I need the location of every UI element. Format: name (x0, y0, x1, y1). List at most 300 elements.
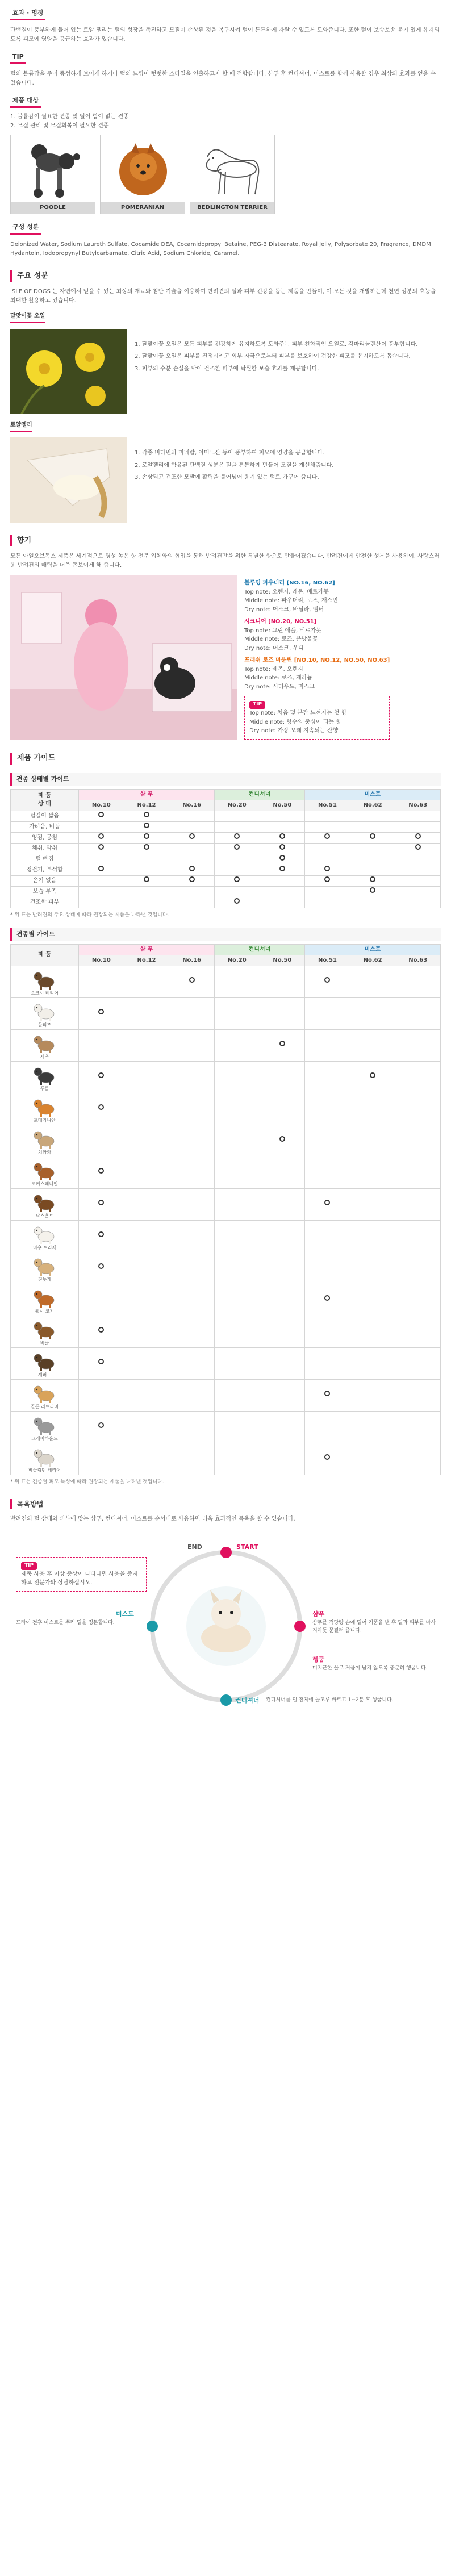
mark-cell (124, 1316, 169, 1347)
mark-cell (79, 1157, 124, 1188)
breed-name: 그레이하운드 (31, 1435, 58, 1441)
mark-cell (395, 811, 441, 821)
breed-name: 요크셔 테리어 (31, 990, 59, 996)
breed-cell (11, 966, 79, 997)
mark-cell (214, 1252, 260, 1284)
breed-name: 비글 (40, 1340, 49, 1346)
mark-cell (395, 1411, 441, 1443)
recommended-mark-icon (144, 844, 149, 850)
mark-cell (350, 1443, 395, 1475)
product-col-header: No.10 (79, 800, 124, 811)
mark-cell (350, 832, 395, 843)
mark-cell (395, 1157, 441, 1188)
mark-cell (124, 821, 169, 832)
ingredient-point: 3. 손상되고 건조한 모발에 활력을 불어넣어 윤기 있는 털로 가꾸어 줍니다. (135, 474, 319, 481)
mark-cell (395, 865, 441, 875)
mark-cell (260, 1220, 305, 1252)
mark-cell (79, 865, 124, 875)
mark-cell (214, 1093, 260, 1125)
mark-cell (79, 821, 124, 832)
mark-cell (214, 865, 260, 875)
mark-cell (79, 1316, 124, 1347)
mark-cell (260, 1316, 305, 1347)
pomeranian-illustration (106, 140, 180, 201)
mark-cell (214, 821, 260, 832)
mark-cell (214, 897, 260, 908)
breed-cell (11, 1443, 79, 1475)
breed-icon (32, 968, 57, 990)
ingredient-point: 1. 각종 비타민과 미네랄, 아미노산 등이 풍부하여 피모에 영양을 공급합니다. (135, 450, 325, 457)
ingredient-2-block (10, 437, 441, 523)
recommended-mark-icon (324, 876, 330, 882)
breed-cell (11, 1188, 79, 1220)
mark-cell (350, 1188, 395, 1220)
ingredient-1-block (10, 329, 441, 414)
mark-cell (350, 886, 395, 897)
recommended-mark-icon (98, 1168, 104, 1174)
product-col-header: No.51 (305, 955, 350, 966)
mark-cell (124, 1347, 169, 1379)
breed-name: 푸들 (40, 1085, 49, 1091)
state-cell: 엉킴, 뭉침 (11, 832, 79, 843)
recommended-mark-icon (98, 866, 104, 871)
product-col-header: No.12 (124, 955, 169, 966)
mark-cell (305, 1443, 350, 1475)
breed-icon (32, 1096, 57, 1117)
mark-cell (214, 1347, 260, 1379)
mark-cell (395, 886, 441, 897)
mark-cell (169, 1093, 215, 1125)
mark-cell (214, 1061, 260, 1093)
poodle-illustration (16, 140, 90, 201)
mark-cell (169, 1125, 215, 1157)
mark-cell (305, 875, 350, 886)
recommended-mark-icon (98, 1422, 104, 1428)
mark-cell (169, 1220, 215, 1252)
composition-text: Deionized Water, Sodium Laureth Sulfate, Cocamide DEA, Cocamidopropyl Betaine, PEG-3 Distearate, Royal Jelly, Polysorbate 20, Fragrance, DMDM Hydantoin, Iodopropynyl Butylcarbamate, Citric Acid, Sodium Chloride, Caramel. (10, 241, 431, 257)
bathing-title: 목욕방법 (10, 1499, 441, 1510)
mark-cell (169, 865, 215, 875)
table-corner (11, 944, 79, 966)
mark-cell (350, 811, 395, 821)
recommended-mark-icon (279, 1041, 285, 1046)
mark-cell (124, 897, 169, 908)
product-col-header: No.20 (214, 800, 260, 811)
mark-cell (124, 1284, 169, 1316)
mark-cell (79, 1347, 124, 1379)
col-head: 제 품 (38, 951, 51, 958)
end-label: END (187, 1543, 202, 1551)
state-cell: 보습 부족 (11, 886, 79, 897)
mark-cell (214, 1188, 260, 1220)
mark-cell (395, 1379, 441, 1411)
fragrance-note-line: Middle note: 파우더리, 로즈, 재스민 (244, 598, 338, 604)
mark-cell (260, 1284, 305, 1316)
mark-cell (305, 1284, 350, 1316)
mark-cell (214, 1316, 260, 1347)
recommended-mark-icon (144, 833, 149, 839)
mark-cell (395, 875, 441, 886)
recommended-mark-icon (324, 1391, 330, 1396)
breed-icon (32, 1032, 57, 1054)
bedlington-illustration (196, 140, 270, 201)
tip-badge: TIP (21, 1562, 37, 1570)
fragrance-name: 시크니어 [NO.20, NO.51] (244, 619, 317, 625)
breed-name: 닥스훈트 (36, 1213, 53, 1218)
mark-cell (124, 1093, 169, 1125)
mark-cell (350, 1220, 395, 1252)
recommended-mark-icon (324, 1295, 330, 1301)
breed-icon (32, 1446, 57, 1467)
mark-cell (124, 1220, 169, 1252)
step-3-desc: 컨디셔너를 털 전체에 골고루 바르고 1~2분 후 헹굽니다. (266, 1697, 394, 1703)
mark-cell (350, 1379, 395, 1411)
mark-cell (305, 854, 350, 865)
mark-cell (79, 1443, 124, 1475)
breed-cell (11, 1029, 79, 1061)
recommended-mark-icon (279, 844, 285, 850)
mark-cell (260, 811, 305, 821)
breed-name: 셰퍼드 (37, 1372, 52, 1377)
mark-cell (350, 843, 395, 854)
ingredient-point: 1. 달맞이꽃 오일은 모든 피부를 건강하게 유지하도록 도와주는 피부 친화적인 오일로, 감마리놀렌산이 풍부합니다. (135, 341, 418, 348)
mark-cell (214, 1411, 260, 1443)
mark-cell (79, 997, 124, 1029)
breed-cell (11, 1157, 79, 1188)
mark-cell (305, 843, 350, 854)
state-cell: 가려움, 비듬 (11, 821, 79, 832)
breed-guide-table (10, 944, 441, 1475)
breed-icon (32, 1318, 57, 1340)
mark-cell (124, 1443, 169, 1475)
mark-cell (350, 1252, 395, 1284)
mark-cell (124, 865, 169, 875)
table-row (11, 897, 441, 908)
mark-cell (350, 897, 395, 908)
table-row (11, 1252, 441, 1284)
mark-cell (214, 1284, 260, 1316)
group-mist: 미스트 (305, 789, 441, 800)
mark-cell (395, 1125, 441, 1157)
ingredients-section (10, 270, 441, 523)
table-row (11, 843, 441, 854)
recommended-mark-icon (234, 876, 240, 882)
mark-cell (305, 1029, 350, 1061)
mark-cell (214, 875, 260, 886)
col-head: 제 품 (38, 792, 51, 799)
mark-cell (169, 1061, 215, 1093)
mark-cell (260, 1029, 305, 1061)
recommended-mark-icon (415, 833, 421, 839)
mark-cell (124, 886, 169, 897)
mark-cell (79, 1252, 124, 1284)
group-shampoo: 샴 푸 (79, 789, 215, 800)
state-cell: 체취, 악취 (11, 843, 79, 854)
table-row (11, 1157, 441, 1188)
breed-name: 베들링턴 테리어 (28, 1467, 61, 1473)
mark-cell (260, 966, 305, 997)
mark-cell (305, 1125, 350, 1157)
mark-cell (169, 854, 215, 865)
mark-cell (124, 997, 169, 1029)
mark-cell (260, 843, 305, 854)
table-row (11, 1379, 441, 1411)
mark-cell (214, 1220, 260, 1252)
recommended-mark-icon (279, 1136, 285, 1142)
mark-cell (79, 886, 124, 897)
recommended-mark-icon (234, 833, 240, 839)
mark-cell (214, 1029, 260, 1061)
fragrance-note-line: Top note: 오렌지, 레몬, 베르가못 (244, 588, 329, 595)
mark-cell (169, 886, 215, 897)
mark-cell (79, 875, 124, 886)
breed-icon (32, 1255, 57, 1276)
fragrance-photo (10, 575, 237, 740)
mark-cell (169, 1411, 215, 1443)
effect-section (10, 0, 441, 87)
royal-jelly-image (10, 437, 127, 523)
mark-cell (260, 1093, 305, 1125)
recommended-mark-icon (189, 866, 195, 871)
mark-cell (395, 1188, 441, 1220)
breed-icon (32, 1223, 57, 1245)
recommended-mark-icon (324, 977, 330, 983)
mark-cell (350, 1316, 395, 1347)
tip-text: 제품 사용 후 이상 증상이 나타나면 사용을 중지하고 전문가와 상담하십시오. (21, 1571, 138, 1586)
product-col-header: No.63 (395, 800, 441, 811)
mark-cell (169, 1316, 215, 1347)
mark-cell (260, 1411, 305, 1443)
ingredient-point: 3. 피부의 수분 손실을 막아 건조한 피부에 탁월한 보습 효과를 제공합니다. (135, 365, 319, 372)
target-item: 2. 모질 관리 및 모질회복이 필요한 견종 (10, 122, 109, 129)
table-corner (11, 789, 79, 811)
recommended-mark-icon (370, 833, 375, 839)
table-row (11, 1220, 441, 1252)
mark-cell (395, 1316, 441, 1347)
mark-cell (169, 1379, 215, 1411)
bathing-diagram (10, 1530, 441, 1714)
mark-cell (169, 1188, 215, 1220)
product-col-header: No.62 (350, 955, 395, 966)
fragrance-note-line: Dry note: 시더우드, 머스크 (244, 683, 315, 690)
composition-section (10, 214, 441, 258)
effect-tip-text: 털의 볼륨감을 주어 풍성하게 보이게 하거나 털의 느낌이 뻣뻣한 스타일을 연출하고자 할 때 적합합니다. 샴푸 후 컨디셔너, 미스트를 함께 사용할 경우 최상의 효과를 얻을 수 있습니다. (10, 71, 436, 86)
mark-cell (169, 1252, 215, 1284)
mark-cell (79, 1220, 124, 1252)
recommended-mark-icon (144, 823, 149, 828)
step-2-label: 헹굼 (312, 1655, 325, 1663)
breed-icon (32, 1159, 57, 1181)
dog-card-pomeranian (100, 135, 185, 214)
fragrance-name: 블루밍 파우더리 [NO.16, NO.62] (244, 580, 335, 587)
breed-icon (32, 1128, 57, 1149)
fragrance-section (10, 535, 441, 740)
mark-cell (79, 1188, 124, 1220)
recommended-mark-icon (98, 1231, 104, 1237)
mark-cell (305, 821, 350, 832)
product-col-header: No.51 (305, 800, 350, 811)
mark-cell (169, 811, 215, 821)
mark-cell (79, 1029, 124, 1061)
breed-cell (11, 1220, 79, 1252)
mark-cell (124, 1157, 169, 1188)
recommended-mark-icon (98, 844, 104, 850)
fragrance-notes (244, 575, 390, 740)
recommended-mark-icon (370, 1072, 375, 1078)
state-guide-note: * 위 표는 반려견의 주요 상태에 따라 권장되는 제품을 나타낸 것입니다. (10, 912, 169, 918)
dog-label: BEDLINGTON TERRIER (190, 202, 274, 214)
dog-label: POODLE (11, 202, 95, 214)
recommended-mark-icon (98, 1200, 104, 1205)
start-label: START (236, 1543, 258, 1551)
mark-cell (214, 843, 260, 854)
recommended-mark-icon (98, 833, 104, 839)
breed-guide-note: * 위 표는 견종별 피모 특성에 따라 권장되는 제품을 나타낸 것입니다. (10, 1479, 164, 1485)
mark-cell (260, 1443, 305, 1475)
mark-cell (350, 1157, 395, 1188)
mark-cell (305, 1220, 350, 1252)
mark-cell (214, 811, 260, 821)
mark-cell (79, 1379, 124, 1411)
mark-cell (395, 1029, 441, 1061)
mark-cell (124, 1125, 169, 1157)
mark-cell (214, 1443, 260, 1475)
ingredients-text: ISLE OF DOGS 는 자연에서 얻을 수 있는 최상의 재료와 첨단 기술을 이용하여 반려견의 털과 피부 건강을 돕는 제품을 만들며, 이 모든 것을 개발하는데 천연 성분의 효능을 최대한 활용하고 있습니다. (10, 289, 436, 304)
target-section (10, 87, 441, 214)
table-row (11, 1093, 441, 1125)
mark-cell (169, 1443, 215, 1475)
effect-tip-tag: TIP (10, 52, 26, 64)
product-col-header: No.10 (79, 955, 124, 966)
mark-cell (214, 832, 260, 843)
mark-cell (395, 1347, 441, 1379)
mark-cell (214, 1157, 260, 1188)
breed-name: 포메라니안 (34, 1117, 56, 1123)
mark-cell (214, 966, 260, 997)
mark-cell (260, 821, 305, 832)
fragrance-note-line: Middle note: 로즈, 제라늄 (244, 675, 312, 682)
mark-cell (395, 1061, 441, 1093)
mark-cell (350, 1347, 395, 1379)
mark-cell (79, 854, 124, 865)
ingredient-point: 2. 달맞이꽃 오일은 피부를 진정시키고 외부 자극으로부터 피부를 보호하여 건강한 피모를 유지하도록 돕습니다. (135, 353, 411, 360)
state-cell: 정전기, 푸석함 (11, 865, 79, 875)
mark-cell (395, 1220, 441, 1252)
breed-cell (11, 1411, 79, 1443)
mark-cell (124, 843, 169, 854)
mark-cell (79, 1093, 124, 1125)
target-tag: 제품 대상 (10, 95, 41, 108)
mark-cell (169, 821, 215, 832)
mark-cell (79, 1125, 124, 1157)
mark-cell (124, 1379, 169, 1411)
mark-cell (260, 1252, 305, 1284)
mark-cell (169, 997, 215, 1029)
recommended-mark-icon (415, 844, 421, 850)
breed-name: 웰시 코기 (35, 1308, 55, 1314)
mark-cell (169, 832, 215, 843)
mark-cell (305, 1411, 350, 1443)
mark-cell (79, 897, 124, 908)
recommended-mark-icon (279, 833, 285, 839)
breed-icon (32, 1064, 57, 1085)
mark-cell (350, 1125, 395, 1157)
row-head: 상 태 (38, 801, 51, 808)
mark-cell (305, 1157, 350, 1188)
mark-cell (79, 1411, 124, 1443)
mark-cell (305, 865, 350, 875)
mark-cell (124, 1188, 169, 1220)
mark-cell (305, 811, 350, 821)
bathing-section (10, 1499, 441, 1714)
mark-cell (260, 886, 305, 897)
mark-cell (214, 886, 260, 897)
fragrance-block (10, 575, 441, 740)
mark-cell (350, 865, 395, 875)
product-col-header: No.50 (260, 800, 305, 811)
mark-cell (395, 966, 441, 997)
mark-cell (169, 843, 215, 854)
tip-line: Top note: 처음 몇 분간 느껴지는 첫 향 (249, 710, 347, 717)
recommended-mark-icon (144, 876, 149, 882)
mark-cell (395, 1093, 441, 1125)
fragrance-note-line: Top note: 그린 애플, 베르가못 (244, 627, 321, 634)
mark-cell (395, 997, 441, 1029)
tip-badge: TIP (249, 701, 265, 709)
mark-cell (169, 966, 215, 997)
mark-cell (350, 875, 395, 886)
mark-cell (305, 1316, 350, 1347)
dog-card-bedlington (190, 135, 275, 214)
fragrance-note-line: Middle note: 로즈, 은방울꽃 (244, 636, 318, 643)
table-row (11, 1029, 441, 1061)
mark-cell (350, 966, 395, 997)
mark-cell (169, 875, 215, 886)
breed-cell (11, 1061, 79, 1093)
bathing-tip (16, 1557, 147, 1592)
table-row (11, 865, 441, 875)
mark-cell (214, 1379, 260, 1411)
fragrance-tip (244, 696, 390, 739)
breed-icon (32, 1191, 57, 1213)
mark-cell (350, 1093, 395, 1125)
recommended-mark-icon (98, 812, 104, 817)
mark-cell (214, 854, 260, 865)
product-col-header: No.63 (395, 955, 441, 966)
step-3-label: 컨디셔너 (235, 1696, 260, 1704)
step-4-desc: 드라이 전후 미스트를 뿌려 털을 정돈합니다. (16, 1619, 115, 1626)
breed-name: 진돗개 (37, 1276, 52, 1282)
recommended-mark-icon (324, 833, 330, 839)
breed-cell (11, 1125, 79, 1157)
table-row (11, 854, 441, 865)
mark-cell (305, 1347, 350, 1379)
mark-cell (79, 1284, 124, 1316)
breed-cell (11, 1379, 79, 1411)
recommended-mark-icon (98, 1327, 104, 1333)
breed-cell (11, 1284, 79, 1316)
table-row (11, 966, 441, 997)
mark-cell (395, 832, 441, 843)
table-row (11, 997, 441, 1029)
state-guide-table (10, 789, 441, 908)
recommended-mark-icon (370, 887, 375, 893)
mark-cell (124, 875, 169, 886)
breed-icon (32, 1350, 57, 1372)
mark-cell (305, 1061, 350, 1093)
product-col-header: No.62 (350, 800, 395, 811)
mark-cell (260, 1379, 305, 1411)
